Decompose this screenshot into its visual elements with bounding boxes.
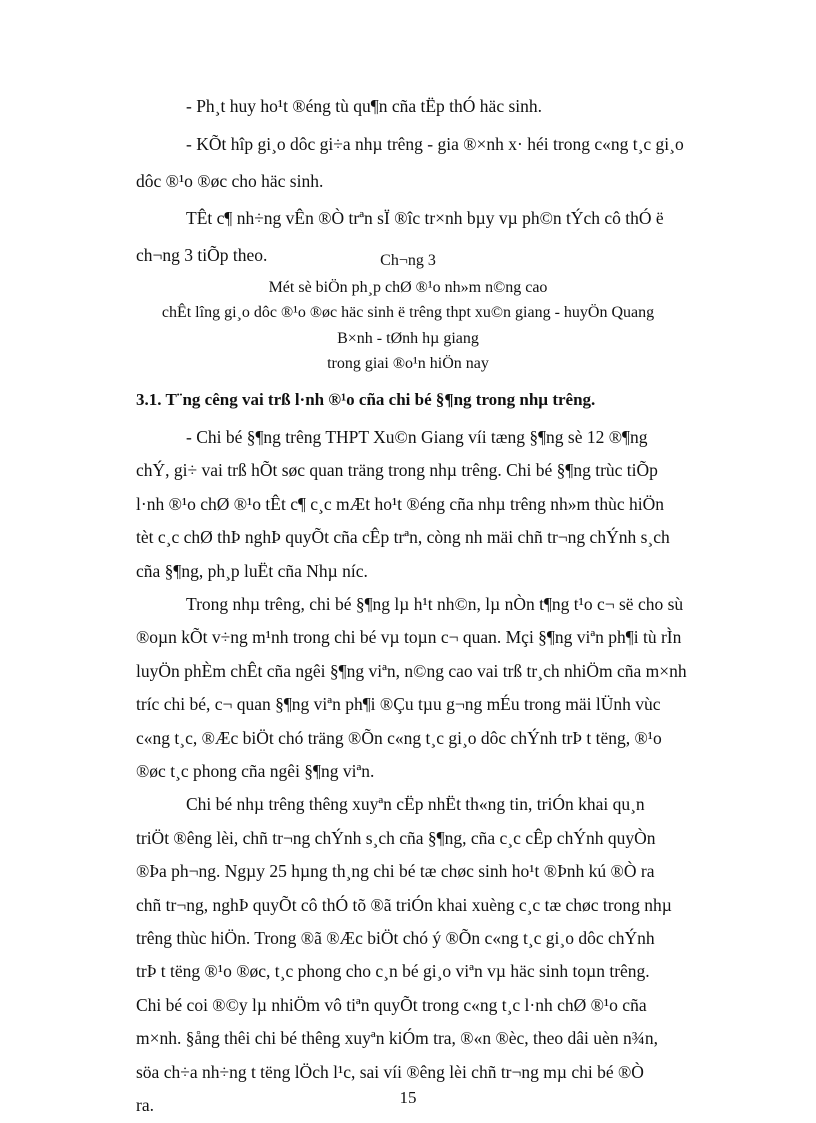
text-line: - Chi bé §¶ng trêng THPT Xu©n Giang víi tæng §¶ng sè 12 ®¶ng (186, 427, 648, 447)
text-line: ®Þa ph¬ng. Ngµy 25 hµng th¸ng chi bé tæ chøc sinh ho¹t ®Þnh kú ®Ò ra (136, 861, 655, 882)
text-line: triÖt ®êng lèi, chñ tr¬ng chÝnh s¸ch cña §¶ng, cña c¸c cÊp chÝnh quyÒn (136, 827, 656, 848)
text-line: - KÕt hîp gi¸o dôc gi÷a nhµ trêng - gia ®×nh x· héi trong c«ng t¸c gi¸o (186, 134, 684, 154)
text-line: TÊt c¶ nh÷ng vÊn ®Ò trªn sÏ ®îc tr×nh bµy vµ ph©n tÝch cô thÓ ë (186, 208, 664, 228)
text-line: ch¬ng 3 tiÕp theo. (136, 245, 268, 265)
text-line: chñ tr¬ng, nghÞ quyÕt cô thÓ tõ ®ã triÓn khai xuèng c¸c tæ chøc trong nhµ (136, 894, 672, 915)
text-line: cña §¶ng, ph¸p luËt cña Nhµ níc. (136, 560, 368, 581)
section-heading: 3.1. T¨ng cêng vai trß l·nh ®¹o cña chi bé §¶ng trong nhµ trêng. (136, 390, 596, 409)
text-line: Chi bé nhµ trêng thêng xuyªn cËp nhËt th«ng tin, triÓn khai qu¸n (186, 794, 645, 815)
text-line: ®oµn kÕt v÷ng m¹nh trong chi bé vµ toµn c¬ quan. Mçi §¶ng viªn ph¶i tù rÌn (136, 627, 682, 648)
text-line: l·nh ®¹o chØ ®¹o tÊt c¶ c¸c mÆt ho¹t ®éng cña nhµ trêng nh»m thùc hiÖn (136, 493, 665, 514)
chapter-subtitle: trong giai ®o¹n hiÖn nay (327, 355, 489, 372)
text-line: m×nh. §ång thêi chi bé thêng xuyªn kiÓm tra, ®«n ®èc, theo dâi uèn n¾n, (136, 1028, 658, 1049)
text-line: tèt c¸c chØ thÞ nghÞ quyÕt cña cÊp trªn, còng nh mäi chñ tr¬ng chÝnh s¸ch (136, 527, 670, 548)
text-line: tríc chi bé, c¬ quan §¶ng viªn ph¶i ®Çu tµu g¬ng mÉu trong mäi lÜnh vùc (136, 694, 661, 715)
text-line: - Ph¸t huy ho¹t ®éng tù qu¶n cña tËp thÓ häc sinh. (186, 96, 543, 116)
chapter-subtitle: chÊt lîng gi¸o dôc ®¹o ®øc häc sinh ë trêng thpt xu©n giang - huyÖn Quang (161, 304, 655, 321)
text-line: Chi bé coi ®©y lµ nhiÖm vô tiªn quyÕt trong c«ng t¸c l·nh chØ ®¹o cña (136, 994, 647, 1015)
chapter-subtitle: Mét sè biÖn ph¸p chØ ®¹o nh»m n©ng cao (268, 279, 548, 296)
text-line: söa ch÷a nh÷ng t tëng lÖch l¹c, sai víi ®êng lèi chñ tr¬ng mµ chi bé ®Ò (136, 1061, 644, 1082)
text-line: trÞ t tëng ®¹o ®øc, t¸c phong cho c¸n bé gi¸o viªn vµ häc sinh toµn trêng. (136, 961, 650, 982)
text-line: Trong nhµ trêng, chi bé §¶ng lµ h¹t nh©n, lµ nÒn t¶ng t¹o c¬ së cho sù (186, 594, 684, 614)
text-line: chÝ, gi÷ vai trß hÕt søc quan träng trong nhµ trêng. Chi bé §¶ng trùc tiÕp (136, 460, 658, 481)
text-line: dôc ®¹o ®øc cho häc sinh. (136, 171, 324, 191)
text-line: trêng thùc hiÖn. Trong ®ã ®Æc biÖt chó ý ®Õn c«ng t¸c gi¸o dôc chÝnh (136, 928, 655, 948)
text-line: ®øc t¸c phong cña ngêi §¶ng viªn. (136, 761, 375, 781)
page-number: 15 (399, 1088, 417, 1107)
chapter-title: Ch¬ng 3 (380, 252, 436, 269)
text-line: ra. (136, 1095, 154, 1115)
chapter-subtitle: B×nh - tØnh hµ giang (337, 330, 479, 347)
text-line: luyÖn phÈm chÊt cña ngêi §¶ng viªn, n©ng cao vai trß tr¸ch nhiÖm cña m×nh (136, 660, 687, 681)
text-line: c«ng t¸c, ®Æc biÖt chó träng ®Õn c«ng t¸c gi¸o dôc chÝnh trÞ t tëng, ®¹o (136, 727, 662, 748)
